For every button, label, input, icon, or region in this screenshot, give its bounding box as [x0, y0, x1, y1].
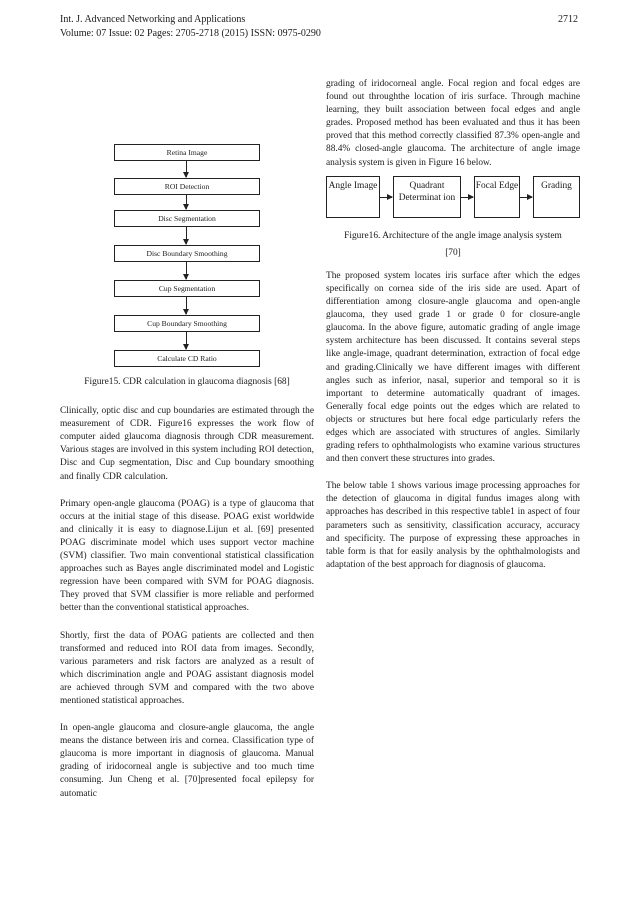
- arch-box-focal-edge: Focal Edge: [474, 176, 520, 218]
- page-header: [60, 13, 578, 41]
- flow-step-retina-image: Retina Image: [114, 144, 260, 161]
- flow-step-roi-detection: ROI Detection: [114, 178, 260, 195]
- left-column: [60, 141, 314, 815]
- flow-arrow: [186, 297, 187, 314]
- arch-box-angle-image: Angle Image: [326, 176, 380, 218]
- paragraph: grading of iridocorneal angle. Focal region and focal edges are found out throughthe location of iris surface. Through machine learning, they built association between focal edges and angle grades. Proposed method has been evaluated and thus it has been proved that this method correctly classified 87.3% open-angle and 88.4% closed-angle glaucoma. The architecture of angle image analysis system is given in Figure 16 below.: [326, 79, 580, 168]
- flow-step-disc-segmentation: Disc Segmentation: [114, 210, 260, 227]
- volume-line: Volume: 07 Issue: 02 Pages: 2705-2718 (2015) ISSN: 0975-0290: [60, 28, 321, 39]
- arch-arrow: [380, 197, 392, 198]
- paragraph: Clinically, optic disc and cup boundaries are estimated through the measurement of CDR. Figure16 expresses the work flow of computer aided glaucoma diagnosis through CDR measurement. Various stages are involved in this system including ROI detection, Disc and Cup segmentation, Disc and Cup boundary smoothing and finally CDR calculation.: [60, 406, 314, 482]
- flow-arrow: [186, 161, 187, 177]
- arch-box-grading: Grading: [533, 176, 580, 218]
- flow-step-disc-boundary-smoothing: Disc Boundary Smoothing: [114, 245, 260, 262]
- paragraph: The below table 1 shows various image processing approaches for the detection of glaucoma in digital fundus images along with approaches has described in this respective table1 in aspect of four parameters such as sensitivity, classification accuracy, accuracy and specificity. The purpose of expressing these approaches in table form is that for easily analysis by the ophthalmologists and adaptation of the best approach for diagnosis of glaucoma.: [326, 481, 580, 570]
- flow-step-cup-boundary-smoothing: Cup Boundary Smoothing: [114, 315, 260, 332]
- arch-box-quadrant-determination: Quadrant Determinat ion: [393, 176, 461, 218]
- figure16-diagram: [326, 176, 580, 220]
- journal-title: Int. J. Advanced Networking and Applications: [60, 14, 246, 25]
- arch-arrow: [461, 197, 473, 198]
- paragraph: In open-angle glaucoma and closure-angle glaucoma, the angle means the distance between iris and cornea. Classification type of glaucoma is more important in diagnosis of glaucoma. Manual grading of iridocorneal angle is subjective and too much time consuming. Jun Cheng et al. [70]presented focal epilepsy for automatic: [60, 723, 314, 799]
- paragraph: Shortly, first the data of POAG patients are collected and then transformed and reduced into ROI data from images. Secondly, various parameters and risk factors are analyzed as a result of which discrimination angle and POAG assistant diagnosis model are achieved through SVM and compared with the two above mentioned statistical approaches.: [60, 630, 314, 706]
- right-column: [326, 78, 580, 586]
- page-number: 2712: [558, 14, 578, 25]
- flow-arrow: [186, 332, 187, 349]
- flow-arrow: [186, 195, 187, 209]
- arch-arrow: [520, 197, 532, 198]
- paragraph: Primary open-angle glaucoma (POAG) is a type of glaucoma that occurs at the initial stage of this disease. POAG exist worldwide and clinically it is easy to diagnose.Lijun et al. [69] presented POAG discriminate model which uses support vector machine (SVM) classifier. Two main conventional statistical classification approaches such as Bayes angle discriminated model and Logistic regression have been compared with SVM for POAG diagnosis. They proved that SVM classifier is more reliable and performed better than the conventional statistical approaches.: [60, 498, 314, 614]
- paragraph: The proposed system locates iris surface after which the edges specifically on cornea side of the iris side are used. Apart of differentiation among closure-angle glaucoma and open-angle glaucoma, they used grade 1 or grade 0 for closure-angle glaucoma. In the above figure, automatic grading of angle image system architecture has been discussed. It contains several steps like angle-image, quadrant determination, extraction of focal edge and grading.Clinically we have different images with different angles such as inferior, nasal, superior and temporal so it is important to determine automatically quadrant of images. Generally focal edge points out the edges which are related to objects or structures but here focal edge particularly refers the edges which are associated with structures of angles. Similarly grading refers to ophthalmologists who examine various structures and then convert these structures into grades.: [326, 270, 580, 465]
- figure16-reference: [70]: [445, 247, 461, 258]
- flow-arrow: [186, 262, 187, 279]
- figure15-flowchart: [60, 141, 314, 376]
- flow-step-cup-segmentation: Cup Segmentation: [114, 280, 260, 297]
- flow-arrow: [186, 227, 187, 244]
- flow-step-calculate-cd-ratio: Calculate CD Ratio: [114, 350, 260, 367]
- figure16-caption: Figure16. Architecture of the angle image analysis system: [344, 230, 562, 241]
- figure15-caption: Figure15. CDR calculation in glaucoma diagnosis [68]: [84, 377, 290, 387]
